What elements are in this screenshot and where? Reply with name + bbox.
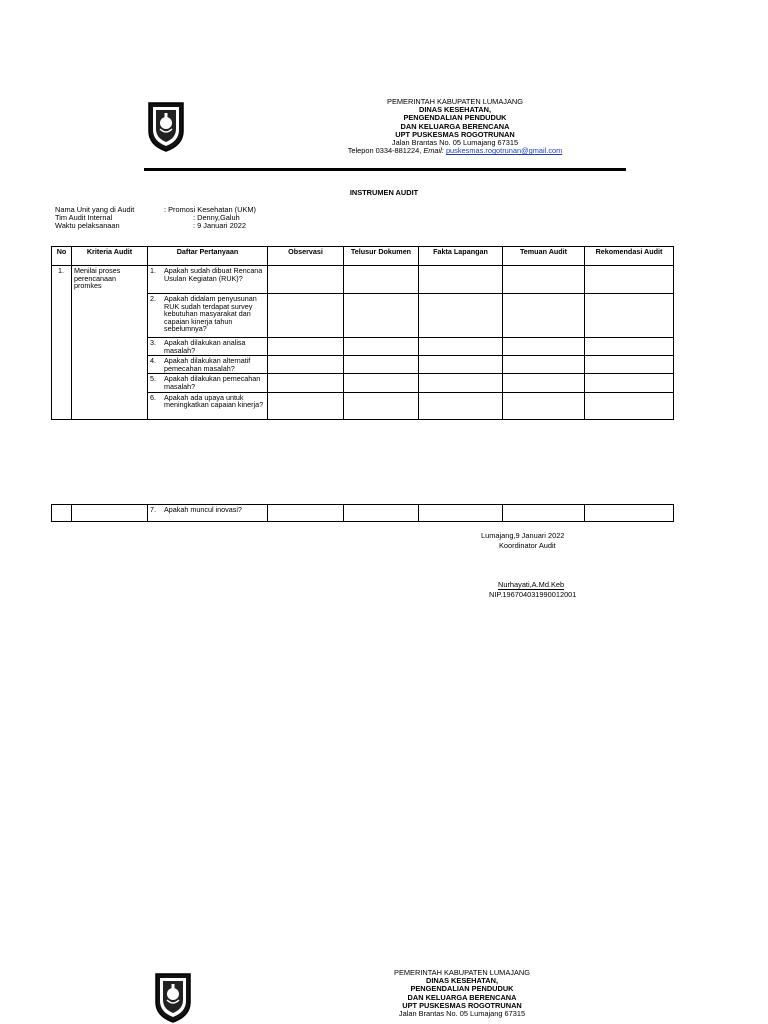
question-text: Apakah dilakukan analisa masalah? xyxy=(164,338,246,355)
audit-table xyxy=(51,246,674,420)
kop-line-1: PEMERINTAH KABUPATEN LUMAJANG xyxy=(394,968,530,977)
fakta-cell[interactable] xyxy=(419,505,503,522)
observasi-cell[interactable] xyxy=(268,266,344,294)
header-observasi: Observasi xyxy=(268,247,344,266)
info-value-unit: : Promosi Kesehatan (UKM) xyxy=(164,205,257,214)
question-cell xyxy=(148,356,268,374)
question-number: 2. xyxy=(150,294,156,303)
table-row xyxy=(52,266,674,294)
question-text: Apakah muncul inovasi? xyxy=(164,505,242,514)
audit-table-continued xyxy=(51,504,674,522)
row-number xyxy=(52,505,72,522)
rekomendasi-cell[interactable] xyxy=(585,266,674,294)
kop-line-1: PEMERINTAH KABUPATEN LUMAJANG xyxy=(387,97,523,106)
header-fakta: Fakta Lapangan xyxy=(419,247,503,266)
kop-address: Jalan Brantas No. 05 Lumajang 67315 xyxy=(391,138,519,148)
info-value-date: : 9 Januari 2022 xyxy=(193,221,247,231)
header-kriteria: Kriteria Audit xyxy=(72,247,148,266)
question-number: 7. xyxy=(150,505,156,514)
question-number: 1. xyxy=(150,266,156,275)
info-value-team: : Denny,Galuh xyxy=(193,213,240,223)
kop-email-label: Email: xyxy=(423,146,444,156)
header-rekomendasi: Rekomendasi Audit xyxy=(585,247,674,266)
rekomendasi-cell[interactable] xyxy=(585,294,674,338)
kop-line-3: PENGENDALIAN PENDUDUK xyxy=(410,984,514,994)
signature-place-date: Lumajang,9 Januari 2022 xyxy=(481,531,565,540)
info-label-team: Tim Audit Internal xyxy=(55,213,113,223)
letterhead-rule xyxy=(144,168,626,171)
question-cell xyxy=(148,505,268,522)
fakta-cell[interactable] xyxy=(419,266,503,294)
question-number: 5. xyxy=(150,374,156,384)
fakta-cell[interactable] xyxy=(419,356,503,374)
rekomendasi-cell[interactable] xyxy=(585,374,674,392)
table-row xyxy=(52,505,674,522)
letterhead-page-2 xyxy=(307,969,617,1018)
question-cell xyxy=(148,338,268,356)
info-label-unit: Nama Unit yang di Audit xyxy=(55,205,135,214)
table-header-row xyxy=(52,247,674,266)
telusur-cell[interactable] xyxy=(344,266,419,294)
kop-line-5: UPT PUSKESMAS ROGOTRUNAN xyxy=(395,129,515,139)
telusur-cell[interactable] xyxy=(344,505,419,522)
kop-email-link[interactable]: puskesmas.rogotrunan@gmail.com xyxy=(445,146,563,156)
telusur-cell[interactable] xyxy=(344,356,419,374)
question-cell xyxy=(148,266,268,294)
header-telusur: Telusur Dokumen xyxy=(344,247,419,266)
header-temuan: Temuan Audit xyxy=(503,247,585,266)
observasi-cell[interactable] xyxy=(268,392,344,419)
kop-phone: Telepon 0334-881224, xyxy=(347,146,422,156)
telusur-cell[interactable] xyxy=(344,294,419,338)
question-text: Apakah dilakukan pemecahan masalah? xyxy=(164,374,261,391)
header-no: No xyxy=(52,247,72,266)
row-number: 1. xyxy=(52,266,72,420)
temuan-cell[interactable] xyxy=(503,392,585,419)
observasi-cell[interactable] xyxy=(268,374,344,392)
question-cell xyxy=(148,392,268,419)
question-cell xyxy=(148,374,268,392)
temuan-cell[interactable] xyxy=(503,374,585,392)
info-label-date: Waktu pelaksanaan xyxy=(55,221,120,231)
question-text: Apakah dilakukan alternatif pemecahan masalah? xyxy=(164,356,251,373)
telusur-cell[interactable] xyxy=(344,338,419,356)
question-cell xyxy=(148,294,268,338)
kop-line-4: DAN KELUARGA BERENCANA xyxy=(400,121,510,131)
header-pertanyaan: Daftar Pertanyaan xyxy=(148,247,268,266)
question-number: 3. xyxy=(150,338,156,347)
district-emblem-logo xyxy=(146,99,186,153)
audit-info xyxy=(55,206,355,231)
temuan-cell[interactable] xyxy=(503,505,585,522)
fakta-cell[interactable] xyxy=(419,338,503,356)
question-text: Apakah didalam penyusunan RUK sudah terdapat survey kebutuhan masyarakat dan capaian kinerja tahun sebelumnya? xyxy=(164,294,257,334)
row-kriteria: Menilai proses perencanaan promkes xyxy=(72,266,148,420)
fakta-cell[interactable] xyxy=(419,392,503,419)
rekomendasi-cell[interactable] xyxy=(585,392,674,419)
temuan-cell[interactable] xyxy=(503,356,585,374)
fakta-cell[interactable] xyxy=(419,374,503,392)
kop-line-2: DINAS KESEHATAN, xyxy=(426,976,498,986)
kop-address: Jalan Brantas No. 05 Lumajang 67315 xyxy=(398,1009,526,1019)
question-text: Apakah ada upaya untuk meningkatkan capaian kinerja? xyxy=(164,392,264,410)
question-number: 4. xyxy=(150,356,156,366)
question-text: Apakah sudah dibuat Rencana Usulan Kegiatan (RUK)? xyxy=(164,266,263,283)
signature-name: Nurhayati,A.Md.Keb xyxy=(498,580,565,589)
temuan-cell[interactable] xyxy=(503,266,585,294)
observasi-cell[interactable] xyxy=(268,338,344,356)
kop-line-4: DAN KELUARGA BERENCANA xyxy=(407,992,517,1002)
observasi-cell[interactable] xyxy=(268,294,344,338)
observasi-cell[interactable] xyxy=(268,505,344,522)
kop-line-2: DINAS KESEHATAN, xyxy=(419,105,491,115)
document-title: INSTRUMEN AUDIT xyxy=(349,188,419,197)
rekomendasi-cell[interactable] xyxy=(585,356,674,374)
kop-line-5: UPT PUSKESMAS ROGOTRUNAN xyxy=(402,1000,522,1010)
kop-contact xyxy=(300,147,610,155)
temuan-cell[interactable] xyxy=(503,294,585,338)
fakta-cell[interactable] xyxy=(419,294,503,338)
rekomendasi-cell[interactable] xyxy=(585,505,674,522)
letterhead xyxy=(300,98,610,155)
signature-nip: NIP.196704031990012001 xyxy=(489,590,577,599)
telusur-cell[interactable] xyxy=(344,374,419,392)
observasi-cell[interactable] xyxy=(268,356,344,374)
signature-role: Koordinator Audit xyxy=(499,541,556,550)
district-emblem-logo xyxy=(153,970,193,1024)
temuan-cell[interactable] xyxy=(503,338,585,356)
rekomendasi-cell[interactable] xyxy=(585,338,674,356)
question-number: 6. xyxy=(150,392,156,402)
kop-line-3: PENGENDALIAN PENDUDUK xyxy=(403,113,507,123)
row-kriteria xyxy=(72,505,148,522)
telusur-cell[interactable] xyxy=(344,392,419,419)
